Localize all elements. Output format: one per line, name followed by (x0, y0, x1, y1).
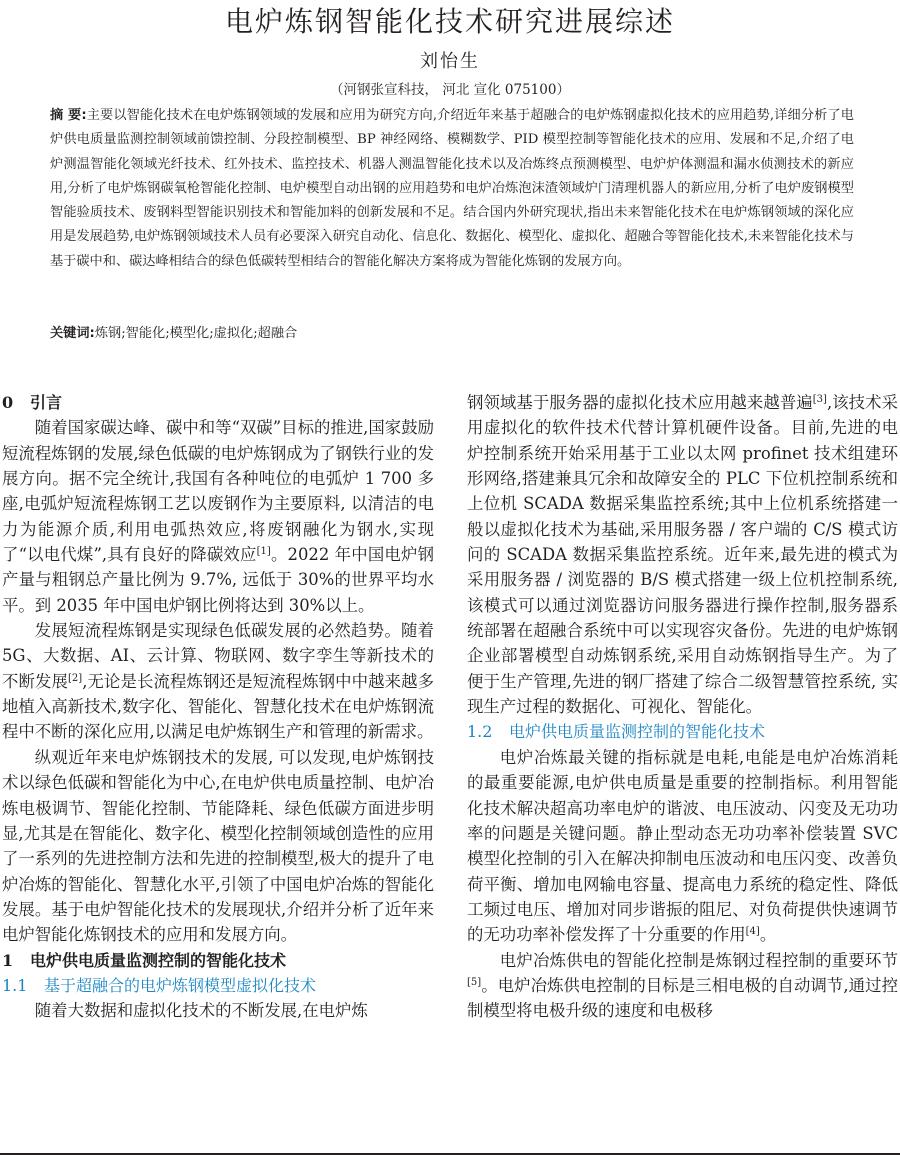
paragraph-text: 。2022 年中国电炉钢产量与粗钢总产量比例为 9.7%, 远低于 30%的世界平均水平。到 2035 年中国电炉钢比例将达到 30%以上。 (2, 545, 434, 615)
subsection-number: 1.1 (2, 975, 28, 995)
citation-ref: [2] (68, 672, 83, 684)
subsection-title: 电炉供电质量监测控制的智能化技术 (509, 722, 766, 742)
paragraph-text: 电炉冶炼供电的智能化控制是炼钢过程控制的重要环节 (499, 950, 898, 970)
section-number: 0 (2, 393, 14, 412)
author-affiliation: （河钢张宣科技， 河北 宣化 075100） (330, 82, 570, 98)
abstract-text: 主要以智能化技术在电炉炼钢领域的发展和应用为研究方向,介绍近年来基于超融合的电炉炼钢虚拟化技术的应用趋势,详细分析了电炉供电质量监测控制领域前馈控制、分段控制模型、BP 神经网络、模糊数学、PID 模型控制等智能化技术的应用、发展和不足,介绍了电炉测温智能化领域光纤技术、红外技术、监控技术、机器人测温智能化技术以及冶炼终点预测模型、电炉炉体测温和漏水侦测技术的新应用,分析了电炉炼钢碳氧枪智能化控制、电炉模型自动出钢的应用趋势和电炉冶炼泡沫渣领域炉门清理机器人的新应用,分析了电炉废钢模型智能验质技术、废钢料型智能识别技术和智能加料的创新发展和不足。结合国内外研究现状,指出未来智能化技术在电炉炼钢领域的深化应用是发展趋势,电炉炼钢领域技术人员有必要深入研究自动化、信息化、数据化、模型化、虚拟化、超融合等智能化技术,未来智能化技术与基于碳中和、碳达峰相结合的绿色低碳转型相结合的智能化解决方案将成为智能化炼钢的发展方向。 (50, 108, 854, 269)
paragraph (467, 390, 898, 719)
paragraph-text: 。 (759, 925, 777, 945)
section-heading-1 (2, 948, 434, 973)
subsection-number: 1.2 (467, 722, 493, 742)
section-heading-introduction (2, 390, 434, 415)
paragraph-text: 电炉冶炼最关键的指标就是电耗,电能是电炉冶炼消耗的最重要能源,电炉供电质量是重要的控制指标。利用智能化技术解决超高功率电炉的谐波、电压波动、闪变及无功功率的问题是关键问题。静止型动态无功功率补偿装置 SVC 模型化控制的引入在解决抑制电压波动和电压闪变、改善负荷平衡、增加电网输电容量、提高电力系统的稳定性、降低工频过电压、增加对同步谐振的阻尼、对负荷提供快速调节的无功功率补偿发挥了十分重要的作用 (467, 747, 898, 945)
citation-ref: [3] (812, 394, 827, 405)
citation-ref: [4] (745, 926, 760, 938)
paragraph (467, 745, 898, 948)
subsection-heading-1-1 (2, 973, 434, 998)
abstract (50, 104, 854, 274)
paragraph-text: ,该技术采用虚拟化的软件技术代替计算机硬件设备。目前,先进的电炉控制系统开始采用基于工业以太网 profinet 技术组建环形网络,搭建兼具冗余和故障安全的 PLC 下位机控制系统和上位机 SCADA 数据采集监控系统;其中上位机系统搭建一般以虚拟化技术为基础,采用服务器 / 客户端的 C/S 模式访问的 SCADA 数据采集监控系统。近年来,最先进的模式为采用服务器 / 浏览器的 B/S 模式搭建一级上位机控制系统,该模式可以通过浏览器访问服务器进行操作控制,服务器系统部署在超融合系统中可以实现容灾备份。先进的电炉炼钢企业部署模型自动炼钢系统,采用自动炼钢指导生产。为了便于生产管理,先进的钢厂搭建了综合二级智慧管控系统, 实现生产过程的数据化、可视化、智能化。 (467, 393, 899, 717)
paragraph: 随着大数据和虚拟化技术的不断发展,在电炉炼 (34, 1001, 368, 1021)
paragraph (2, 415, 434, 618)
paragraph: 纵观近年来电炉炼钢技术的发展, 可以发现,电炉炼钢技术以绿色低碳和智能化为中心,在电炉供电质量控制、电炉冶炼电极调节、智能化控制、节能降耗、绿色低碳方面进步明显,尤其是在智能化、数字化、模型化控制领域创造性的应用了一系列的先进控制方法和先进的控制模型,极大的提升了电炉冶炼的智能化、智慧化水平,引领了中国电炉冶炼的智能化发展。基于电炉智能化技术的发展现状,介绍并分析了近年来电炉智能化炼钢技术的应用和发展方向。 (2, 747, 434, 945)
section-title: 电炉供电质量监测控制的智能化技术 (30, 950, 287, 970)
left-column (2, 390, 434, 1024)
keywords (50, 322, 854, 346)
paragraph (467, 948, 898, 1024)
paragraph-text: 。电炉冶炼供电控制的目标是三相电极的自动调节,通过控制模型将电极升级的速度和电极移 (467, 975, 898, 1021)
keywords-text: 炼钢;智能化;模型化;虚拟化;超融合 (94, 326, 298, 341)
abstract-label: 摘 要: (50, 108, 87, 123)
right-column (467, 390, 898, 1024)
section-title: 引言 (30, 393, 63, 412)
paragraph (2, 618, 434, 745)
section-number: 1 (2, 950, 14, 970)
subsection-title: 基于超融合的电炉炼钢模型虚拟化技术 (44, 975, 317, 995)
paper-title: 电炉炼钢智能化技术研究进展综述 (224, 5, 675, 38)
citation-ref: [5] (467, 976, 482, 988)
paragraph-text: 发展短流程炼钢是实现绿色低碳发展的必然趋势。随着 5G、大数据、AI、云计算、物联网、数字孪生等新技术的不断发展 (2, 621, 434, 691)
paragraph-text: 钢领域基于服务器的虚拟化技术应用越来越普遍 (467, 393, 813, 412)
citation-ref: [1] (256, 546, 271, 558)
keywords-label: 关键词: (50, 326, 95, 341)
subsection-heading-1-2 (467, 719, 898, 744)
author-name: 刘怡生 (420, 51, 480, 72)
paragraph-text: ,无论是长流程炼钢还是短流程炼钢中中越来越多地植入高新技术,数字化、智能化、智慧化技术在电炉炼钢流程中不断的深化应用,以满足电炉炼钢生产和管理的新需求。 (2, 671, 435, 742)
paragraph-text: 随着国家碳达峰、碳中和等“双碳”目标的推进,国家鼓励短流程炼钢的发展,绿色低碳的电炉炼钢成为了钢铁行业的发展方向。据不完全统计,我国有各种吨位的电弧炉 1 700 多座,电弧炉短流程炼钢工艺以废钢作为主要原料, 以清洁的电力为能源介质,利用电弧热效应,将废钢融化为钢水,实现了“以电代煤”,具有良好的降碳效应 (2, 418, 434, 565)
